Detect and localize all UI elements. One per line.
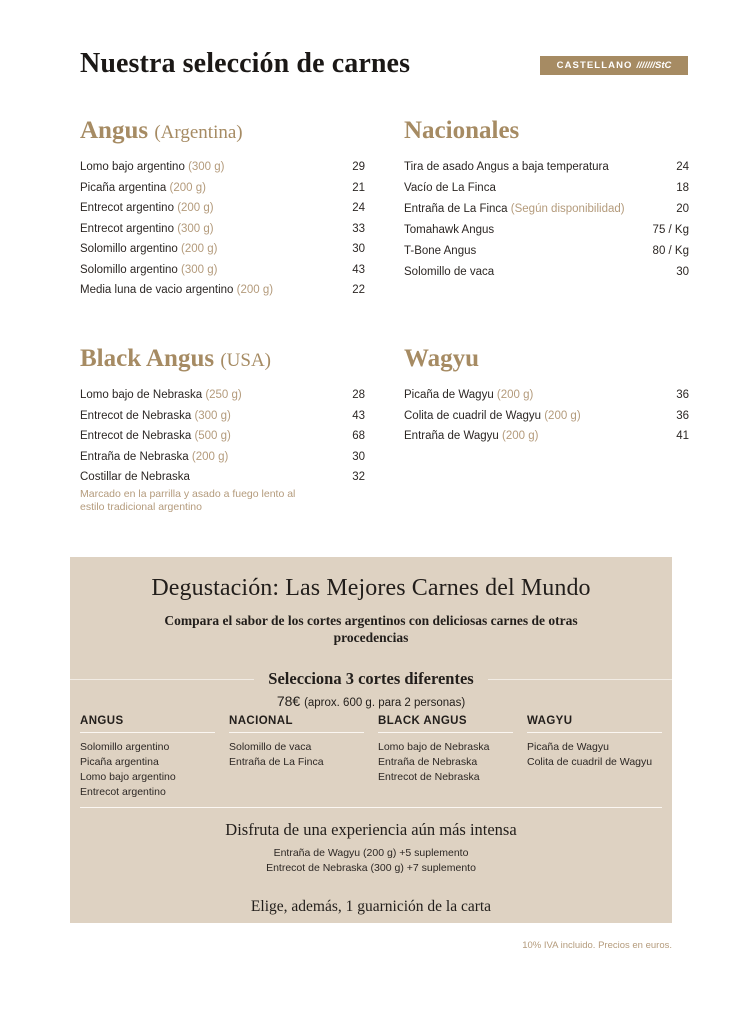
item-list-angus: [80, 160, 365, 297]
item-weight: (300 g): [181, 263, 218, 276]
cut-item[interactable]: Solomillo argentino: [80, 741, 170, 753]
menu-item[interactable]: [80, 263, 365, 277]
tasting-price: 78€: [276, 693, 301, 709]
item-weight: (200 g): [236, 284, 274, 296]
menu-item[interactable]: [404, 223, 689, 237]
item-price: 21: [352, 181, 365, 194]
item-name: T-Bone Angus: [404, 245, 477, 257]
section-title-black-angus-main: Black Angus: [80, 345, 215, 372]
item-weight: (300 g): [194, 409, 231, 422]
cut-column-header: ANGUS: [80, 715, 215, 733]
item-price: 75 / Kg: [652, 224, 689, 236]
cut-item[interactable]: Lomo bajo argentino: [80, 771, 176, 783]
cut-item[interactable]: Lomo bajo de Nebraska: [378, 741, 490, 753]
cut-column-wagyu: [527, 715, 662, 800]
menu-item[interactable]: [404, 388, 689, 402]
cut-item[interactable]: Picaña de Wagyu: [527, 741, 609, 753]
menu-item[interactable]: [80, 388, 365, 402]
tasting-price-approx: (aprox. 600 g. para 2 personas): [304, 697, 466, 709]
item-name: Entrecot argentino (300 g): [80, 222, 214, 235]
item-weight: (Según disponibilidad): [510, 203, 625, 215]
item-name: Tira de asado Angus a baja temperatura: [404, 161, 609, 173]
section-title-angus-sub: (Argentina): [154, 122, 243, 143]
section-wagyu: [404, 346, 689, 450]
item-name: Tomahawk Angus: [404, 224, 495, 236]
tasting-enjoy-title: Disfruta de una experiencia aún más intensa: [225, 820, 517, 839]
item-weight: (300 g): [188, 161, 225, 173]
menu-item[interactable]: [80, 283, 365, 297]
language-badge-slashes: ///////StC: [636, 60, 672, 71]
item-weight: (200 g): [177, 202, 214, 214]
item-list-nacionales: [404, 160, 689, 279]
menu-item[interactable]: [404, 181, 689, 195]
cut-item[interactable]: Entrecot argentino: [80, 786, 166, 798]
item-price: 18: [676, 182, 689, 194]
item-price: 43: [352, 263, 365, 276]
item-name: Entrecot argentino (200 g): [80, 202, 214, 214]
item-weight: (200 g): [544, 409, 581, 422]
item-name: Colita de cuadril de Wagyu (200 g): [404, 409, 581, 422]
tasting-select-heading: Selecciona 3 cortes diferentes: [268, 669, 474, 688]
item-price: 22: [352, 284, 365, 296]
item-list-black-angus: [80, 388, 365, 514]
item-weight: (200 g): [169, 181, 206, 194]
item-price: 30: [352, 450, 365, 463]
cut-column-black-angus: [378, 715, 527, 800]
cut-column-header: NACIONAL: [229, 715, 364, 733]
section-title-black-angus: [80, 346, 365, 371]
tasting-supplement[interactable]: Entraña de Wagyu (200 g) +5 suplemento: [273, 847, 469, 859]
section-title-black-angus-sub: (USA): [220, 350, 272, 371]
language-badge-label: CASTELLANO: [556, 60, 633, 71]
menu-item[interactable]: [80, 222, 365, 236]
item-price: 43: [352, 409, 365, 422]
section-title-nacionales: [404, 118, 689, 143]
item-name: Entraña de La Finca (Según disponibilidad): [404, 203, 625, 215]
cut-column-angus: [80, 715, 229, 800]
item-price: 32: [352, 471, 365, 483]
item-name: Entrecot de Nebraska (500 g): [80, 430, 231, 442]
item-note-costillar: Marcado en la parrilla y asado a fuego lento al estilo tradicional argentino: [80, 487, 296, 513]
item-name: Vacío de La Finca: [404, 182, 496, 194]
item-name: Picaña de Wagyu (200 g): [404, 389, 534, 401]
menu-item[interactable]: [80, 242, 365, 256]
menu-item[interactable]: [80, 201, 365, 215]
menu-item[interactable]: [404, 160, 689, 174]
item-weight: (200 g): [181, 243, 218, 255]
item-weight: (200 g): [496, 389, 534, 401]
footer-tax-note: 10% IVA incluido. Precios en euros.: [522, 940, 672, 951]
cut-item[interactable]: Entraña de La Finca: [229, 756, 324, 768]
cut-item[interactable]: Colita de cuadril de Wagyu: [527, 756, 653, 768]
menu-item[interactable]: [80, 470, 365, 484]
item-price: 33: [352, 222, 365, 235]
item-price: 36: [676, 409, 689, 422]
cut-column-header: BLACK ANGUS: [378, 715, 513, 733]
item-name: Solomillo de vaca: [404, 266, 495, 278]
item-price: 68: [352, 430, 365, 442]
item-weight: (300 g): [177, 222, 214, 235]
menu-item[interactable]: [404, 429, 689, 443]
menu-item[interactable]: [80, 160, 365, 174]
menu-item[interactable]: [80, 181, 365, 195]
tasting-subtitle: Compara el sabor de los cortes argentinos con deliciosas carnes de otras procedencias: [164, 613, 578, 645]
menu-item[interactable]: [404, 244, 689, 258]
tasting-cut-columns: [80, 715, 662, 800]
cut-item[interactable]: Solomillo de vaca: [229, 741, 312, 753]
item-price: 24: [676, 161, 689, 173]
item-price: 24: [352, 202, 365, 214]
item-name: Solomillo argentino (300 g): [80, 263, 218, 276]
item-price: 29: [352, 161, 365, 173]
item-price: 36: [676, 389, 689, 401]
item-price: 30: [676, 266, 689, 278]
divider-left: [70, 679, 254, 680]
item-weight: (500 g): [194, 430, 231, 442]
menu-item[interactable]: [80, 409, 365, 423]
item-price: 20: [676, 203, 689, 215]
tasting-supplement[interactable]: Entrecot de Nebraska (300 g) +7 suplemento: [266, 862, 476, 874]
cut-item[interactable]: Picaña argentina: [80, 756, 159, 768]
section-title-angus-main: Angus: [80, 117, 149, 144]
divider-right: [488, 679, 672, 680]
item-name: Picaña argentina (200 g): [80, 181, 206, 194]
menu-item[interactable]: [404, 409, 689, 423]
menu-item[interactable]: [80, 450, 365, 464]
item-price: 41: [676, 430, 689, 442]
tasting-select-heading-row: [70, 669, 672, 689]
tasting-menu-panel: [70, 557, 672, 923]
item-name: Media luna de vacio argentino (200 g): [80, 284, 274, 296]
section-title-angus: [80, 118, 365, 143]
page-title: Nuestra selección de carnes: [80, 48, 411, 79]
item-price: 28: [352, 389, 365, 401]
item-weight: (200 g): [502, 430, 539, 442]
cut-column-nacional: [229, 715, 378, 800]
page-header: [0, 50, 730, 90]
item-weight: (250 g): [205, 389, 242, 401]
section-title-wagyu: [404, 346, 689, 371]
item-name: Solomillo argentino (200 g): [80, 243, 218, 255]
section-title-wagyu-main: Wagyu: [404, 345, 480, 372]
section-title-nacionales-main: Nacionales: [404, 117, 520, 144]
menu-item[interactable]: [404, 202, 689, 216]
cut-item[interactable]: Entrecot de Nebraska: [378, 771, 480, 783]
menu-item[interactable]: [80, 429, 365, 443]
language-badge[interactable]: [540, 56, 688, 75]
section-angus: [80, 118, 365, 304]
item-name: Costillar de Nebraska: [80, 471, 190, 483]
tasting-price-line: [70, 693, 672, 709]
item-price: 80 / Kg: [652, 245, 689, 257]
tasting-garnish-note: Elige, además, 1 guarnición de la carta: [250, 898, 492, 915]
tasting-title: Degustación: Las Mejores Carnes del Mundo: [151, 575, 591, 601]
item-name: Entraña de Wagyu (200 g): [404, 430, 539, 442]
item-list-wagyu: [404, 388, 689, 443]
item-name: Entrecot de Nebraska (300 g): [80, 409, 231, 422]
menu-item[interactable]: [404, 265, 689, 279]
section-black-angus: [80, 346, 365, 520]
item-price: 30: [352, 243, 365, 255]
item-name: Lomo bajo argentino (300 g): [80, 161, 225, 173]
cut-item[interactable]: Entraña de Nebraska: [378, 756, 478, 768]
cut-column-header: WAGYU: [527, 715, 662, 733]
cut-columns-bottom-divider: [80, 807, 662, 808]
item-name: Lomo bajo de Nebraska (250 g): [80, 389, 242, 401]
item-name: Entraña de Nebraska (200 g): [80, 450, 229, 463]
section-nacionales: [404, 118, 689, 286]
item-weight: (200 g): [191, 450, 229, 463]
